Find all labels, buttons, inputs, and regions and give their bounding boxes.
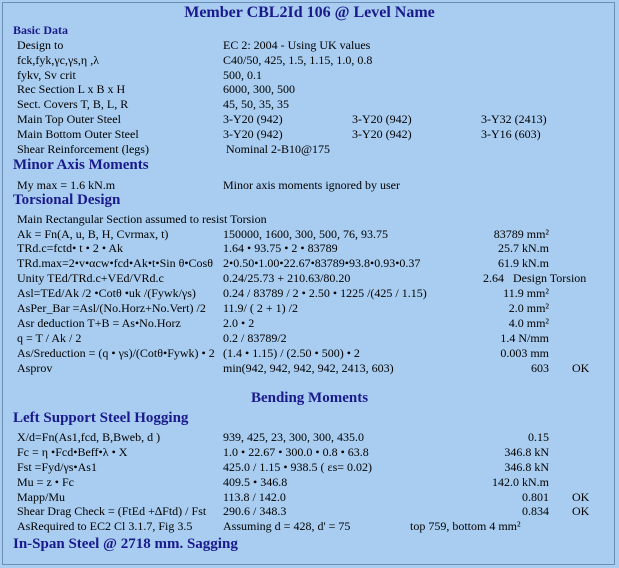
value: 2.0 • 2 [223, 316, 255, 330]
torsion-row [0, 286, 619, 300]
bending-row [0, 504, 619, 518]
value: min(942, 942, 942, 942, 2413, 603) [223, 361, 394, 375]
value: C40/50, 425, 1.5, 1.15, 1.0, 0.8 [223, 53, 373, 67]
result: 4.0 mm² [508, 316, 549, 330]
result: 2.64 [483, 271, 504, 285]
result: 11.9 mm² [503, 286, 549, 300]
label: TRd.c=fctd• t • 2 • Ak [17, 241, 124, 255]
label: Shear Drag Check = (FtEd +∆Ftd) / Fst [17, 504, 207, 518]
result: 83789 mm² [493, 227, 549, 241]
status: OK [572, 490, 590, 504]
row-minor [0, 178, 619, 192]
row-covers [0, 97, 619, 111]
value: 150000, 1600, 300, 500, 76, 93.75 [223, 227, 388, 241]
row-fykv [0, 68, 619, 82]
label: Asprov [17, 361, 53, 375]
row-bottom-steel [0, 127, 619, 141]
result: 346.8 kN [504, 445, 549, 459]
label: q = T / Ak / 2 [17, 331, 82, 345]
value-1: 3-Y20 (942) [223, 112, 283, 126]
bending-row [0, 490, 619, 504]
result: top 759, bottom 4 mm² [410, 519, 521, 533]
label: fck,fyk,γc,γs,η ,λ [17, 53, 100, 67]
label: Ak = Fn(A, u, B, H, Cvrmax, t) [17, 227, 169, 241]
result: 25.7 kN.m [498, 241, 549, 255]
intro-text: Main Rectangular Section assumed to resist Torsion [17, 212, 267, 226]
torsion-row [0, 271, 619, 285]
torsion-row [0, 331, 619, 345]
result: 0.834 [522, 504, 549, 518]
row-materials [0, 53, 619, 67]
bending-row [0, 460, 619, 474]
label: Design to [17, 38, 64, 52]
basic-data-heading: Basic Data [13, 23, 68, 37]
value: 939, 425, 23, 300, 300, 435.0 [223, 430, 364, 444]
result: 0.801 [522, 490, 549, 504]
label: Mapp/Mu [17, 490, 65, 504]
label: AsPer_Bar =Asl/(No.Horz+No.Vert) /2 [17, 301, 206, 315]
result: 1.4 N/mm [500, 331, 549, 345]
label: As/Sreduction = (q • γs)/(Cotθ•Fywk) • 2 [17, 346, 215, 360]
value: 1.0 • 22.67 • 300.0 • 0.8 • 63.8 [223, 445, 369, 459]
result: 603 [531, 361, 549, 375]
left-support-heading: Left Support Steel Hogging [13, 410, 189, 426]
value: 45, 50, 35, 35 [223, 97, 289, 111]
bending-heading: Bending Moments [250, 390, 369, 406]
value: 425.0 / 1.15 • 938.5 ( εs= 0.02) [223, 460, 373, 474]
torsion-row [0, 361, 619, 375]
value: 0.24 / 83789 / 2 • 2.50 • 1225 /(425 / 1.15) [223, 286, 427, 300]
label: Unity TEd/TRd.c+VEd/VRd.c [17, 271, 164, 285]
torsional-heading: Torsional Design [13, 192, 121, 208]
label: Asr deduction T+B = As•No.Horz [17, 316, 181, 330]
torsion-row [0, 256, 619, 270]
label: Fst =Fyd/γs•As1 [17, 460, 97, 474]
label: Main Bottom Outer Steel [17, 127, 139, 141]
value: Nominal 2-B10@175 [226, 142, 331, 156]
torsion-row [0, 346, 619, 360]
result: 142.0 kN.m [492, 475, 549, 489]
page-title: Member CBL2Id 106 @ Level Name [184, 4, 435, 21]
result: 61.9 kN.m [498, 256, 549, 270]
value: 2•0.50•1.00•22.67•83789•93.8•0.93•0.37 [223, 256, 421, 270]
row-top-steel [0, 112, 619, 126]
label: TRd.max=2•v•αcw•fcd•Ak•t•Sin θ•Cosθ [17, 256, 213, 270]
label: X/d=Fn(As1,fcd, B,Bweb, d ) [17, 430, 161, 444]
value: (1.4 • 1.15) / (2.50 • 500) • 2 [223, 346, 360, 360]
label: My max = 1.6 kN.m [17, 178, 116, 192]
row-torsion-intro [0, 212, 619, 226]
torsion-row [0, 301, 619, 315]
label: Asl=TEd/Ak /2 •Cotθ •uk /(Fywk/γs) [17, 286, 196, 300]
minor-axis-heading: Minor Axis Moments [13, 157, 149, 173]
bending-row [0, 475, 619, 489]
label: Fc = η •Fcd•Beff•λ • X [17, 445, 128, 459]
torsion-row [0, 241, 619, 255]
result: 346.8 kN [504, 460, 549, 474]
label: AsRequired to EC2 Cl 3.1.7, Fig 3.5 [17, 519, 193, 533]
row-rec-section [0, 82, 619, 96]
value: 0.2 / 83789/2 [223, 331, 287, 345]
bending-row [0, 519, 619, 533]
value: Minor axis moments ignored by user [223, 178, 400, 192]
value: 1.64 • 93.75 • 2 • 83789 [223, 241, 338, 255]
label: Shear Reinforcement (legs) [17, 142, 149, 156]
value: 6000, 300, 500 [223, 82, 295, 96]
value: 290.6 / 348.3 [223, 504, 287, 518]
row-design-to [0, 38, 619, 52]
value: 0.24/25.73 + 210.63/80.20 [223, 271, 351, 285]
value: 409.5 • 346.8 [223, 475, 288, 489]
value-2: 3-Y20 (942) [352, 112, 412, 126]
value-3: 3-Y32 (2413) [481, 112, 547, 126]
value-1: 3-Y20 (942) [223, 127, 283, 141]
label: fykv, Sv crit [17, 68, 76, 82]
torsion-row [0, 227, 619, 241]
result: 0.003 mm [500, 346, 549, 360]
bending-row [0, 430, 619, 444]
value: 113.8 / 142.0 [223, 490, 286, 504]
status: OK [572, 361, 590, 375]
value: 11.9/ ( 2 + 1) /2 [223, 301, 298, 315]
result: 0.15 [528, 430, 549, 444]
status: OK [572, 504, 590, 518]
bending-row [0, 445, 619, 459]
value: Assuming d = 428, d' = 75 [223, 519, 351, 533]
row-shear [0, 142, 619, 156]
result: 2.0 mm² [508, 301, 549, 315]
label: Rec Section L x B x H [17, 82, 126, 96]
torsion-row [0, 316, 619, 330]
value: 500, 0.1 [223, 68, 262, 82]
value: EC 2: 2004 - Using UK values [223, 38, 371, 52]
in-span-heading: In-Span Steel @ 2718 mm. Sagging [13, 536, 238, 552]
label: Main Top Outer Steel [17, 112, 121, 126]
label: Mu = z • Fc [17, 475, 74, 489]
note: Design Torsion [513, 271, 587, 285]
label: Sect. Covers T, B, L, R [17, 97, 129, 111]
value-3: 3-Y16 (603) [481, 127, 541, 141]
value-2: 3-Y20 (942) [352, 127, 412, 141]
